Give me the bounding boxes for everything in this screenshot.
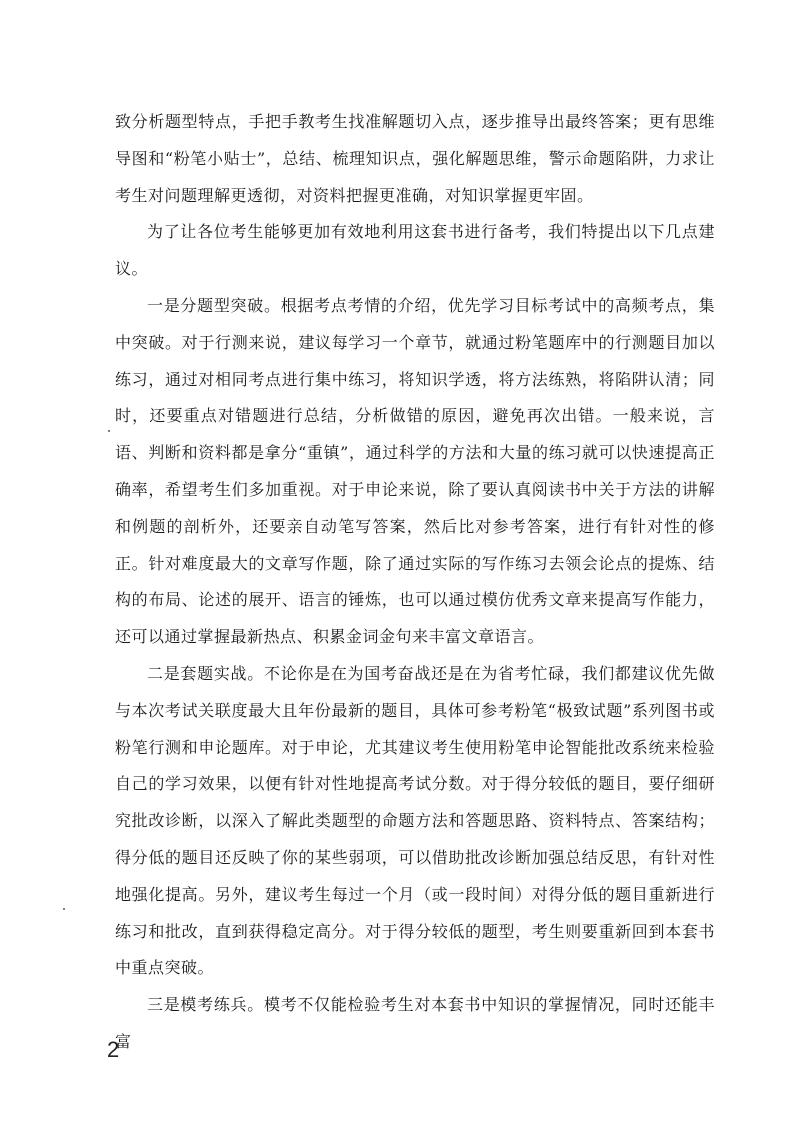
paragraph-suggestion-2-full-sets: 二是套题实战。不论你是在为国考奋战还是在为省考忙碌，我们都建议优先做与本次考试关联度最大且年份最新的题目，具体可参考粉笔“极致试题”系列图书或粉笔行测和申论题库。对于申论，尤其建议考生使用粉笔申论智能批改系统来检验自己的学习效果，以便有针对性地提高考试分数。对于得分较低的题目，要仔细研究批改诊断，以深入了解此类题型的命题方法和答题思路、资料特点、答案结构；得分低的题目还反映了你的某些弱项，可以借助批改诊断加强总结反思，有针对性地强化提高。另外，建议考生每过一个月（或一段时间）对得分低的题目重新进行练习和批改，直到获得稳定高分。对于得分较低的题型，考生则要重新回到本套书中重点突破。 xyxy=(115,663,715,978)
paragraph-suggestion-1-by-question-type: 一是分题型突破。根据考点考情的介绍，优先学习目标考试中的高频考点，集中突破。对于行测来说，建议每学习一个章节，就通过粉笔题库中的行测题目加以练习，通过对相同考点进行集中练习，将知识学透，将方法练熟，将陷阱认清；同时，还要重点对错题进行总结，分析做错的原因，避免再次出错。一般来说，言语、判断和资料都是拿分“重镇”，通过科学的方法和大量的练习就可以快速提高正确率，希望考生们多加重视。对于申论来说，除了要认真阅读书中关于方法的讲解和例题的剖析外，还要亲自动笔写答案，然后比对参考答案，进行有针对性的修正。针对难度最大的文章写作题，除了通过实际的写作练习去领会论点的提炼、结构的布局、论述的展开、语言的锤炼，也可以通过模仿优秀文章来提高写作能力，还可以通过掌握最新热点、积累金词金句来丰富文章语言。 xyxy=(115,295,715,647)
paragraph-analysis-features: 致分析题型特点，手把手教考生找准解题切入点，逐步推导出最终答案；更有思维导图和“粉笔小贴士”，总结、梳理知识点，强化解题思维，警示命题陷阱，力求让考生对问题理解更透彻，对资料把握更准确，对知识掌握更牢固。 xyxy=(115,112,715,205)
page-number: 2 xyxy=(107,1037,120,1062)
body-text xyxy=(115,104,715,1061)
scan-speck xyxy=(108,430,110,432)
scan-speck xyxy=(63,908,65,910)
paragraph-suggestion-3-mock-exams: 三是模考练兵。模考不仅能检验考生对本套书中知识的掌握情况，同时还能丰富 xyxy=(115,995,715,1051)
paragraph-intro-suggestions: 为了让各位考生能够更加有效地利用这套书进行备考，我们特提出以下几点建议。 xyxy=(115,222,715,279)
